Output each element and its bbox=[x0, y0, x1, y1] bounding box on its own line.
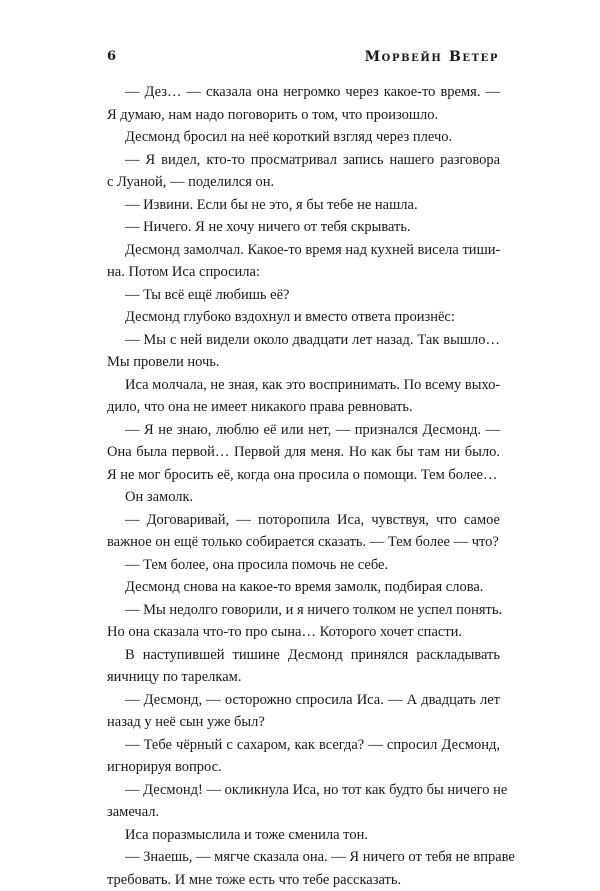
text-line: Десмонд снова на какое-то время замолк, подбирая слова. bbox=[107, 576, 500, 599]
page-header bbox=[107, 49, 499, 69]
text-line: Я не мог бросить её, когда она просила о помощи. Тем более… bbox=[107, 464, 500, 487]
text-line: — Знаешь, — мягче сказала она. — Я ничего от тебя не вправе bbox=[107, 846, 500, 869]
page-number: 6 bbox=[107, 49, 116, 64]
text-line: — Десмонд, — осторожно спросила Иса. — А двадцать лет bbox=[107, 689, 500, 712]
text-line: Я думаю, нам надо поговорить о том, что произошло. bbox=[107, 104, 500, 127]
text-line: — Тебе чёрный с сахаром, как всегда? — спросил Десмонд, bbox=[107, 734, 500, 757]
body-text bbox=[107, 81, 500, 891]
text-line: — Мы недолго говорили, и я ничего толком не успел понять. bbox=[107, 599, 500, 622]
text-line: требовать. И мне тоже есть что тебе рассказать. bbox=[107, 869, 500, 891]
text-line: Но она сказала что-то про сына… Которого хочет спасти. bbox=[107, 621, 500, 644]
text-line: — Тем более, она просила помочь не себе. bbox=[107, 554, 500, 577]
text-line: на. Потом Иса спросила: bbox=[107, 261, 500, 284]
text-line: Десмонд бросил на неё короткий взгляд через плечо. bbox=[107, 126, 500, 149]
text-line: — Ты всё ещё любишь её? bbox=[107, 284, 500, 307]
text-line: — Извини. Если бы не это, я бы тебе не нашла. bbox=[107, 194, 500, 217]
text-line: — Я видел, кто-то просматривал запись нашего разговора bbox=[107, 149, 500, 172]
text-line: важное он ещё только собирается сказать. — Тем более — что? bbox=[107, 531, 500, 554]
text-line: — Я не знаю, люблю её или нет, — признался Десмонд. — bbox=[107, 419, 500, 442]
text-line: игнорируя вопрос. bbox=[107, 756, 500, 779]
text-line: Десмонд замолчал. Какое-то время над кухней висела тиши- bbox=[107, 239, 500, 262]
text-line: — Мы с ней видели около двадцати лет назад. Так вышло… bbox=[107, 329, 500, 352]
text-line: замечал. bbox=[107, 801, 500, 824]
running-title: Морвейн Ветер bbox=[365, 49, 499, 65]
text-line: яичницу по тарелкам. bbox=[107, 666, 500, 689]
text-line: Мы провели ночь. bbox=[107, 351, 500, 374]
text-line: дило, что она не имеет никакого права ревновать. bbox=[107, 396, 500, 419]
text-line: — Ничего. Я не хочу ничего от тебя скрывать. bbox=[107, 216, 500, 239]
text-line: Он замолк. bbox=[107, 486, 500, 509]
text-line: Иса молчала, не зная, как это воспринимать. По всему выхо- bbox=[107, 374, 500, 397]
text-line: Десмонд глубоко вздохнул и вместо ответа произнёс: bbox=[107, 306, 500, 329]
text-line: В наступившей тишине Десмонд принялся раскладывать bbox=[107, 644, 500, 667]
text-line: — Договаривай, — поторопила Иса, чувствуя, что самое bbox=[107, 509, 500, 532]
text-line: — Десмонд! — окликнула Иса, но тот как будто бы ничего не bbox=[107, 779, 500, 802]
text-line: с Луаной, — поделился он. bbox=[107, 171, 500, 194]
text-line: назад у неё сын уже был? bbox=[107, 711, 500, 734]
text-line: Она была первой… Первой для меня. Но как бы там ни было. bbox=[107, 441, 500, 464]
text-line: Иса поразмыслила и тоже сменила тон. bbox=[107, 824, 500, 847]
text-line: — Дез… — сказала она негромко через какое-то время. — bbox=[107, 81, 500, 104]
